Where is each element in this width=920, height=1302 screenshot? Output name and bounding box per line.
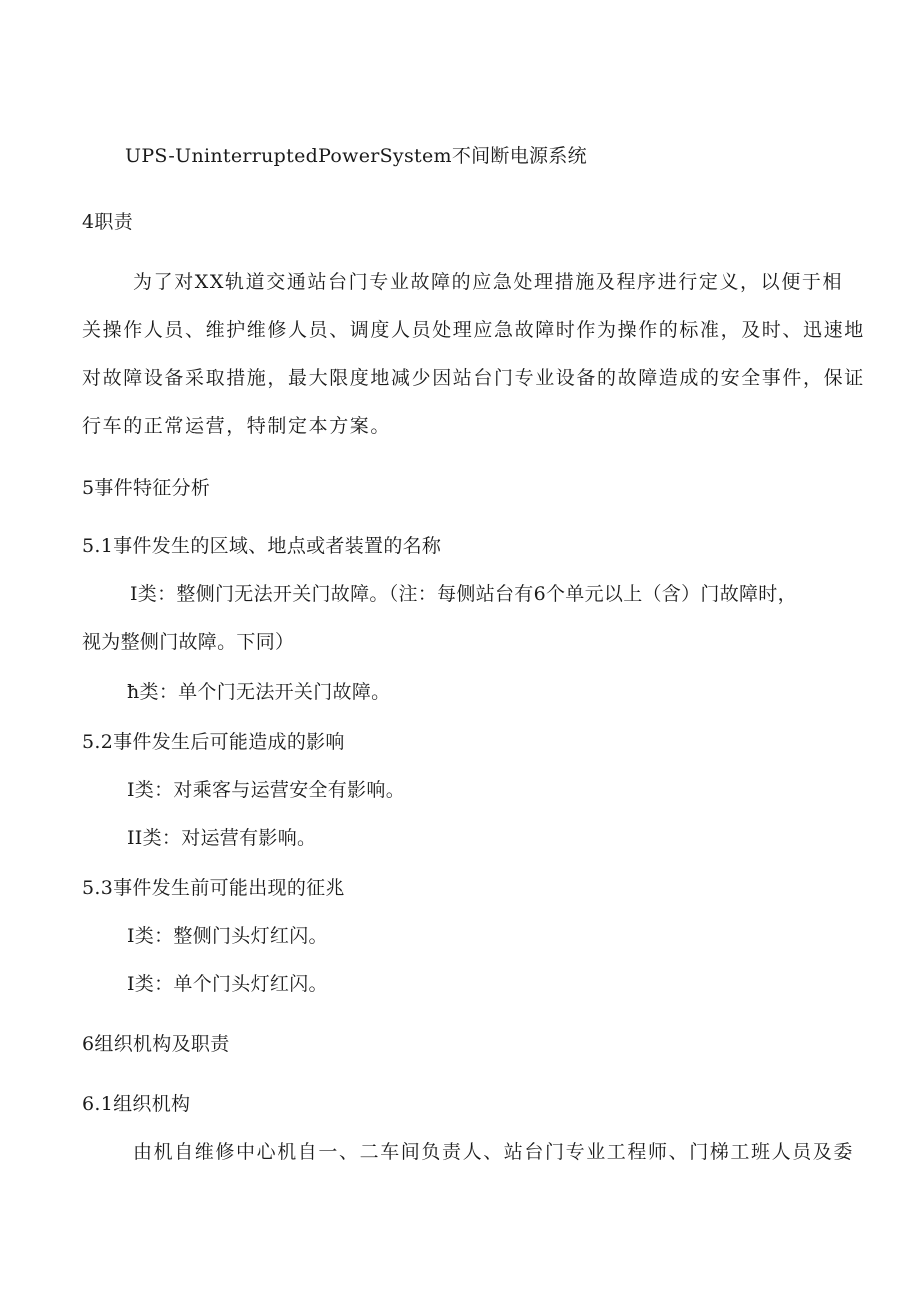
section-4-paragraph-line-2: 关操作人员、维护维修人员、调度人员处理应急故障时作为操作的标准，及时、迅速地 — [82, 319, 865, 341]
section-5-1-heading: 5.1事件发生的区域、地点或者装置的名称 — [82, 535, 442, 557]
section-6-heading: 6组织机构及职责 — [82, 1033, 230, 1055]
section-4-paragraph-line-1: 为了对XX轨道交通站台门专业故障的应急处理措施及程序进行定义，以便于相 — [133, 271, 844, 293]
section-6-1-heading: 6.1组织机构 — [82, 1093, 191, 1115]
section-5-1-item-1-cont: 视为整侧门故障。下同） — [82, 631, 295, 653]
section-4-heading: 4职责 — [82, 211, 133, 233]
section-5-2-heading: 5.2事件发生后可能造成的影响 — [82, 731, 345, 753]
section-5-heading: 5事件特征分析 — [82, 477, 211, 499]
abbreviation-ups: UPS-UninterruptedPowerSystem不间断电源系统 — [125, 145, 587, 167]
section-5-2-item-2: II类：对运营有影响。 — [127, 827, 317, 849]
section-5-3-item-1: I类：整侧门头灯红闪。 — [127, 925, 328, 947]
section-5-3-heading: 5.3事件发生前可能出现的征兆 — [82, 877, 345, 899]
section-4-paragraph-line-3: 对故障设备采取措施，最大限度地减少因站台门专业设备的故障造成的安全事件，保证 — [82, 367, 865, 389]
section-4-paragraph-line-4: 行车的正常运营，特制定本方案。 — [82, 415, 392, 437]
section-5-2-item-1: I类：对乘客与运营安全有影响。 — [127, 779, 406, 801]
section-5-3-item-2: I类：单个门头灯红闪。 — [127, 973, 328, 995]
section-5-1-item-2: ħ类：单个门无法开关门故障。 — [127, 681, 391, 703]
section-6-1-paragraph-line-1: 由机自维修中心机自一、二车间负责人、站台门专业工程师、门梯工班人员及委 — [133, 1141, 855, 1163]
section-5-1-item-1: I类：整侧门无法开关门故障。（注：每侧站台有6个单元以上（含）门故障时， — [130, 583, 797, 605]
